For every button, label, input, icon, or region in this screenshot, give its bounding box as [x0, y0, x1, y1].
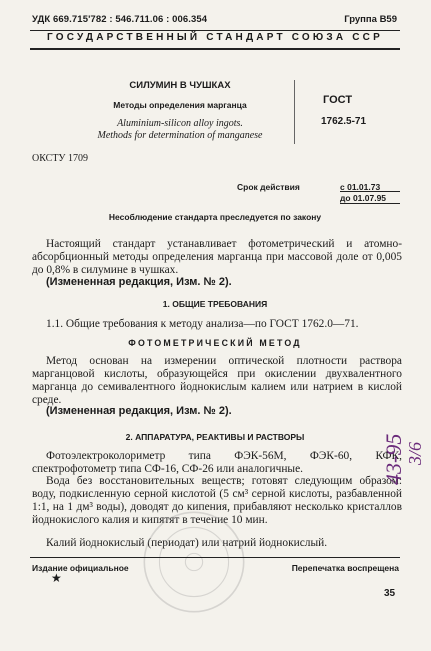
method-paragraph: [32, 355, 402, 407]
official-edition-label: Издание официальное: [32, 563, 129, 573]
title-divider: [294, 80, 295, 144]
page-number: 35: [384, 588, 396, 599]
section-1-title: 1. ОБЩИЕ ТРЕБОВАНИЯ: [162, 299, 268, 309]
validity-rule: [340, 203, 400, 204]
section-2-text-1: Фотоэлектроколориметр типа ФЭК-56М, ФЭК-60, КФК, спектрофотометр типа СФ-16, СФ-26 или аналогичные.: [32, 450, 402, 475]
top-rule: [30, 30, 400, 31]
section-2-text-2: Вода без восстановительных веществ; готовят следующим образом: воду, подкисленную серной кислотой (5 см³ серной кислоты, разбавленной 1:1, на 1 дм³ воды), доводят до кипения, прибавляют несколько кристаллов йоднокислого калия и кипятят в течение 10 мин.: [32, 475, 402, 526]
section-2-text-3: Калий йоднокислый (периодат) или натрий йоднокислый.: [46, 537, 328, 549]
section-1-paragraph: [32, 318, 402, 331]
validity-label: Срок действия: [237, 182, 300, 192]
gost-label: ГОСТ: [323, 94, 353, 106]
edit-note: (Измененная редакция, Изм. № 2).: [46, 276, 232, 288]
title-en-sub: Methods for determination of manganese: [97, 130, 263, 141]
handwriting-line-2: 3/6: [405, 441, 425, 465]
method-text: Метод основан на измерении оптической плотности раствора марганцовой кислоты, образующейся при окислении двухвалентного марганца до семивалентного йоднокислым калием или натрием в кислой среде.: [32, 355, 402, 406]
title-ru-sub: Методы определения марганца: [113, 100, 247, 110]
stamp-seal: [140, 508, 248, 616]
handwriting-line-1: 43-95: [381, 433, 406, 485]
section-2-title: 2. АППАРАТУРА, РЕАКТИВЫ И РАСТВОРЫ: [125, 432, 305, 442]
validity-to: до 01.07.95: [340, 193, 387, 203]
legal-notice: Несоблюдение стандарта преследуется по закону: [108, 212, 322, 222]
standard-banner: ГОСУДАРСТВЕННЫЙ СТАНДАРТ СОЮЗА ССР: [47, 32, 383, 43]
footer-rule: [30, 557, 400, 558]
method-title: ФОТОМЕТРИЧЕСКИЙ МЕТОД: [128, 338, 302, 348]
section-2-paragraph-1: [32, 450, 402, 476]
section-1-text: 1.1. Общие требования к методу анализа—по ГОСТ 1762.0—71.: [46, 318, 359, 330]
intro-text: Настоящий стандарт устанавливает фотометрический и атомно-абсорбционный методы определения марганца при массовой доле от 0,005 до 0,8% в силумине в чушках.: [32, 238, 402, 276]
star-icon: ★: [51, 571, 62, 585]
group-code: Группа В59: [344, 14, 397, 25]
gost-number: 1762.5-71: [321, 116, 367, 127]
edit-note-2: (Измененная редакция, Изм. № 2).: [46, 405, 232, 417]
udk-code: УДК 669.715'782 : 546.711.06 : 006.354: [32, 14, 208, 25]
reprint-forbidden-label: Перепечатка воспрещена: [291, 563, 399, 573]
validity-rule: [340, 191, 400, 192]
intro-paragraph: [32, 238, 402, 277]
title-en-main: Aluminium-silicon alloy ingots.: [117, 118, 243, 129]
title-ru-main: СИЛУМИН В ЧУШКАХ: [129, 80, 231, 91]
banner-rule: [30, 48, 400, 50]
validity-from: с 01.01.73: [340, 182, 381, 192]
handwritten-annotation: [381, 360, 425, 490]
oksty-code: ОКСТУ 1709: [32, 153, 89, 164]
